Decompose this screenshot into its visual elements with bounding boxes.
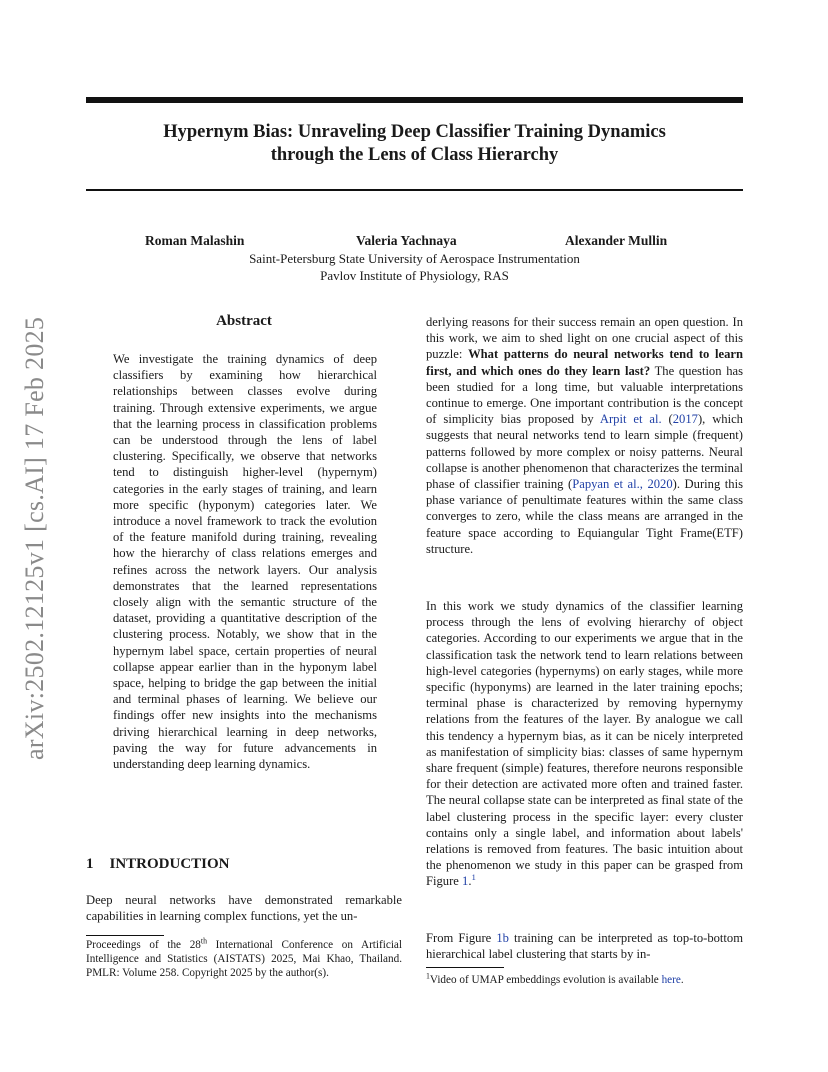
figure-link[interactable]: 1 (462, 874, 469, 889)
citation-link[interactable]: Arpit et al. (599, 412, 662, 427)
title-bottom-rule (86, 189, 743, 191)
title-line-2: through the Lens of Class Hierarchy (270, 145, 559, 165)
body-paragraph (426, 930, 743, 962)
title-line-1: Hypernym Bias: Unraveling Deep Classifier Training Dynamics (163, 122, 666, 142)
affiliation: Saint-Petersburg State University of Aerospace Instrumentation (249, 251, 580, 266)
body-text: derlying reasons for their success remain an open question. In this work, we aim to shed light on one crucial aspect of this puzzle: (426, 315, 743, 362)
citation-link[interactable]: Papyan et al., 2020 (572, 477, 673, 492)
figure-link[interactable]: 1b (496, 931, 509, 945)
author-name: Alexander Mullin (565, 233, 668, 248)
superscript: th (200, 936, 207, 946)
body-paragraph: In this work we study dynamics of the classifier learning process through the lens of evolving hierarchy of object categories. According to our experiments we argue that in the classification task the network tend to learn relations between high-level categories (hypernyms) on early stages, while more specific (hyponyms) are learned in the later training epochs; terminal phase is characterized by removing hypernymy relations from the features of the layer. By analogue we call this tendency a hypernym bias, as it can be nicely interpreted as manifestation of simplicity bias: classes of same hypernym share frequent (simple) features, therefore neurons responsible for their detection are activated more often and trained faster. The neural collapse state can be interpreted as final state of the label clustering process in the specific layer: every cluster contains only a single label, and information about labels' relations is removed from features. The basic intuition about the phenomenon we study in this paper can be grasped from Figure 1.$^1$ (426, 599, 743, 889)
title-top-rule (86, 97, 743, 103)
body-text: In this work we study dynamics of the classifier learning process through the lens of evolving hierarchy of object categories. According to our experiments we argue that in the classification task the network tend to learn relations between high-level categories (hypernyms) on early stages, while more specific (hyponyms) are learned in the later training epochs; terminal phase is characterized by removing hypernymy relations from the features of the layer. By analogue we call this tendency a hypernym bias, as it can be nicely interpreted as manifestation of simplicity bias: classes of same hypernym share frequent (simple) features, therefore neurons responsible for their detection are activated more often and trained faster. The neural collapse state can be interpreted as final state of the label clustering process in the specific layer: every cluster contains only a single label, and information about labels' relations is removed from features. The basic intuition about the phenomenon we study in this paper can be grasped from Figure (426, 599, 743, 889)
section-title: INTRODUCTION (109, 856, 230, 872)
section-number: 1 (86, 856, 94, 872)
body-text: ( (661, 412, 673, 427)
footnote-text: Video of UMAP embeddings evolution is available (429, 974, 662, 986)
footnote-text: Proceedings of the 28 (86, 939, 201, 951)
abstract-text: We investigate the training dynamics of deep classifiers by examining how hierarchical relationships between classes evolve during training. Through extensive experiments, we argue that the learning process in classification problems can be understood through the lens of label clustering. Specifically, we observe that networks tend to distinguish higher-level (hypernym) categories in the early stages of training, and learn more specific (hyponym) categories later. We introduce a novel framework to track the evolution of the feature manifold during training, revealing how the hierarchy of class relations emerges and refines across the network layers. Our analysis demonstrates that the learned representations closely align with the semantic structure of the dataset, providing a quantitative description of the clustering process. Notably, we show that in the hypernym label space, certain properties of neural collapse appear earlier than in the hyponym label space, helping to bridge the gap between the initial and terminal phases of learning. We believe our findings offer new insights into the mechanisms driving hierarchical learning in deep networks, paving the way for future advancements in understanding deep learning dynamics. (113, 352, 377, 772)
intro-paragraph: Deep neural networks have demonstrated remarkable capabilities in learning complex functions, yet the un- (86, 893, 402, 924)
body-text: ). During this phase variance of penultimate features within the same class converges to zero, while the class means are arranged in the feature space according to Equiangular Tight Frame(ETF) structure. (426, 477, 743, 556)
section-heading (86, 856, 230, 873)
video-link[interactable]: here (661, 974, 681, 986)
proceedings-footnote (86, 936, 402, 980)
body-text: From Figure (426, 931, 497, 945)
video-footnote (426, 973, 743, 988)
body-text: training can be interpreted as top-to-bottom hierarchical label clustering that starts by in- (426, 931, 744, 962)
citation-link[interactable]: 2017 (672, 412, 698, 427)
author-list (0, 233, 828, 251)
body-text: The question has been studied for a long time, but valuable interpretations continue to emerge. One important contribution is the concept of simplicity bias proposed by (426, 363, 743, 427)
author-name: Roman Malashin (145, 233, 245, 248)
research-question: What patterns do neural networks tend to learn first, and which ones do they learn last? (426, 347, 743, 378)
abstract-heading: Abstract (216, 313, 272, 329)
body-text: ), which suggests that neural networks tend to learn simple (frequent) patterns followed by more complex or noisy patterns. Neural collapse is another phenomenon that characterizes the terminal phase of classifier training ( (426, 412, 743, 492)
body-paragraph (426, 314, 743, 557)
arxiv-stamp: arXiv:2502.12125v1 [cs.AI] 17 Feb 2025 (20, 316, 49, 760)
footnote-marker[interactable]: 1 (471, 872, 476, 883)
affiliation: Pavlov Institute of Physiology, RAS (320, 268, 509, 283)
footnote-text: . (680, 974, 684, 986)
footnote-rule (86, 935, 164, 936)
paper-title (86, 121, 743, 167)
footnote-number: 1 (426, 971, 430, 981)
author-name: Valeria Yachnaya (356, 233, 457, 248)
footnote-rule (426, 967, 504, 968)
footnote-text: International Conference on Artificial Intelligence and Statistics (AISTATS) 2025, Mai Khao, Thailand. PMLR: Volume 258. Copyright 2025 by the author(s). (86, 939, 402, 979)
